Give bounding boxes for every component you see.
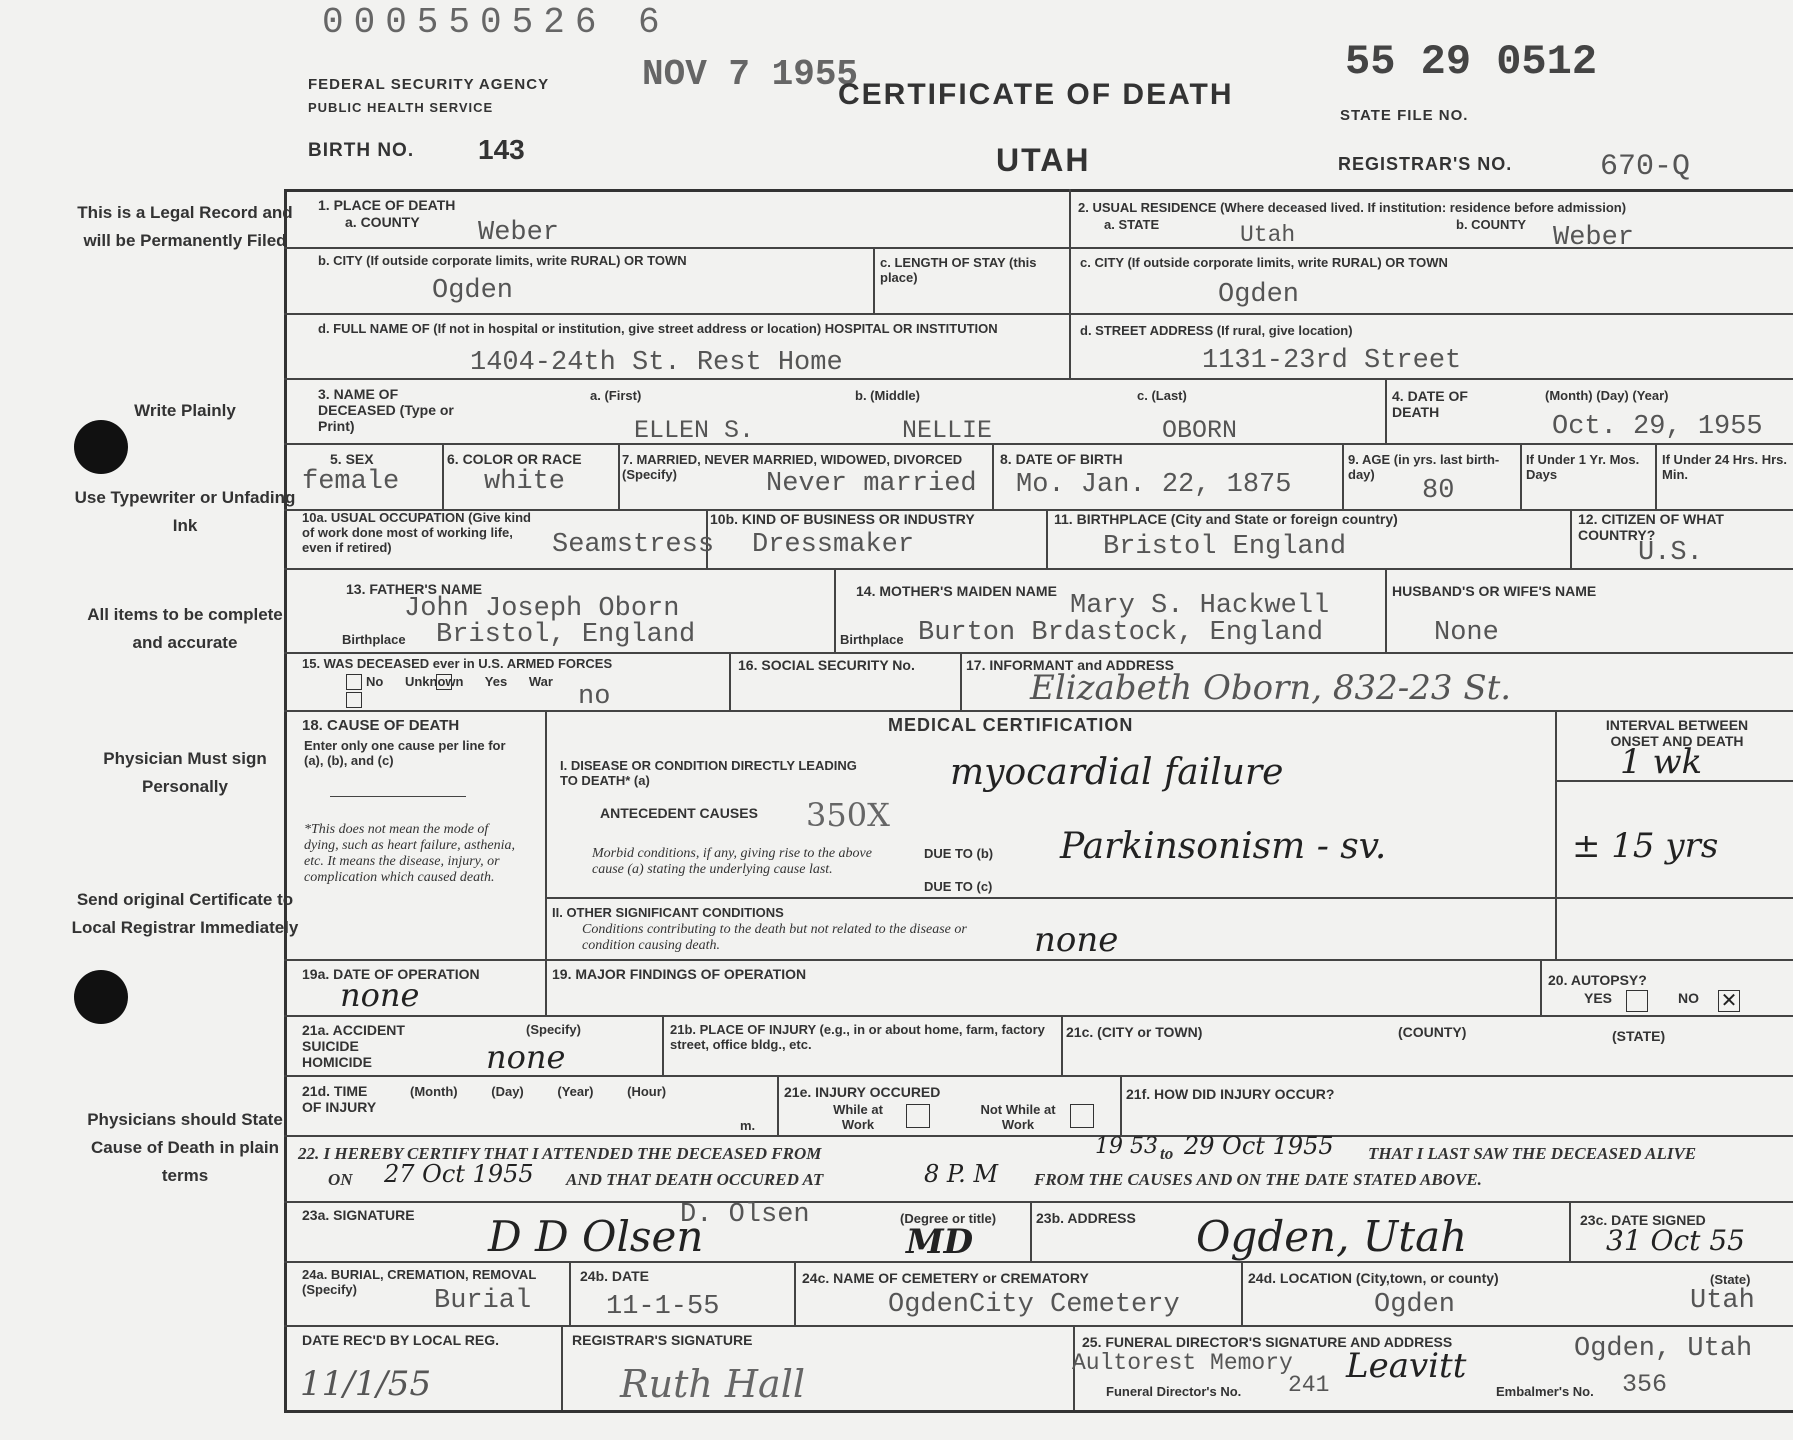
field-1a-label: a. COUNTY (345, 214, 420, 230)
field-2-label: 2. USUAL RESIDENCE (Where deceased lived. If institution: residence before admission) (1078, 200, 1627, 215)
accident-value: none (486, 1038, 566, 1076)
under-1-year-label: If Under 1 Yr. Mos. Days (1526, 452, 1640, 482)
field-2d-label: d. STREET ADDRESS (If rural, give location) (1080, 323, 1353, 338)
field-23c-label: 23c. DATE SIGNED (1580, 1212, 1706, 1228)
field-23b-label: 23b. ADDRESS (1036, 1210, 1136, 1226)
occupation-value: Seamstress (552, 530, 715, 560)
funeral-director-number-label: Funeral Director's No. (1106, 1384, 1242, 1399)
degree-value: MD (906, 1222, 974, 1262)
typewriter-note: Use Typewriter or Unfading Ink (74, 488, 296, 535)
registrar-signature: Ruth Hall (620, 1362, 806, 1406)
field-21a-label: 21a. ACCIDENT SUICIDE HOMICIDE (302, 1022, 405, 1070)
last-name-label: c. (Last) (1137, 388, 1187, 403)
field-20-label: 20. AUTOPSY? (1548, 972, 1647, 988)
field-8-label: 8. DATE OF BIRTH (1000, 451, 1123, 467)
city-value: Ogden (432, 276, 514, 306)
burial-date-value: 11-1-55 (606, 1292, 720, 1322)
state-small-label: (State) (1710, 1272, 1751, 1287)
agency-name: FEDERAL SECURITY AGENCY (308, 76, 550, 93)
last-name-value: OBORN (1162, 416, 1238, 445)
father-name-value: John Joseph Oborn (404, 594, 680, 624)
interval-b-value: ± 15 yrs (1572, 826, 1719, 866)
certify-text-2: THAT I LAST SAW THE DECEASED ALIVE (1368, 1144, 1697, 1163)
cemetery-value: OgdenCity Cemetery (888, 1290, 1180, 1320)
armed-no-checkbox (346, 674, 362, 690)
date-received-label: DATE REC'D BY LOCAL REG. (302, 1332, 500, 1348)
cause-b-value: Parkinsonism - sv. (1060, 826, 1387, 867)
field-6-label: 6. COLOR OR RACE (447, 451, 582, 467)
registrar-no-label: REGISTRAR'S NO. (1338, 154, 1513, 174)
on-label: ON (328, 1170, 353, 1189)
embalmer-number: 356 (1622, 1370, 1668, 1399)
time-columns-label: (Month) (Day) (Year) (Hour) (410, 1084, 667, 1099)
certify-text-3: AND THAT DEATH OCCURED AT (566, 1170, 824, 1189)
mother-birthplace-label: Birthplace (840, 632, 904, 647)
birth-number: 143 (478, 134, 525, 165)
cause-a-value: myocardial failure (950, 752, 1284, 793)
residence-county-value: Weber (1553, 223, 1635, 253)
residence-street-value: 1131-23rd Street (1202, 346, 1462, 376)
funeral-home-value: Aultorest Memory (1072, 1350, 1293, 1376)
physician-address-value: Ogden, Utah (1196, 1212, 1468, 1261)
field-16-label: 16. SOCIAL SECURITY No. (738, 657, 915, 673)
father-birthplace-label: Birthplace (342, 632, 406, 647)
autopsy-yes-checkbox (1626, 990, 1648, 1012)
not-while-at-work-checkbox (1070, 1104, 1094, 1128)
funeral-address-value: Ogden, Utah (1574, 1334, 1753, 1364)
write-plainly-note: Write Plainly (134, 401, 236, 420)
while-at-work-label: While at Work (833, 1102, 883, 1132)
other-conditions-note: Conditions contributing to the death but not related to the disease or condition causing death. (582, 922, 967, 953)
field-24c-label: 24c. NAME OF CEMETERY or CREMATORY (802, 1270, 1089, 1286)
father-birthplace-value: Bristol, England (436, 620, 696, 650)
state-heading: UTAH (996, 142, 1091, 178)
field-17-label: 17. INFORMANT and ADDRESS (966, 657, 1174, 673)
embalmer-number-label: Embalmer's No. (1496, 1384, 1594, 1399)
field-25-label: 25. FUNERAL DIRECTOR'S SIGNATURE AND ADDRESS (1082, 1334, 1453, 1350)
attended-from-value: 19 53 (1095, 1134, 1158, 1159)
date-received-stamp: NOV 7 1955 (642, 54, 859, 95)
birth-no-label: BIRTH NO. (308, 140, 415, 161)
state-file-number: 55 29 0512 (1345, 38, 1598, 86)
field-21d-label: 21d. TIME OF INJURY (302, 1083, 377, 1115)
field-21e-label: 21e. INJURY OCCURED (784, 1084, 941, 1100)
burial-city-value: Ogden (1374, 1290, 1456, 1320)
autopsy-no-checkbox: ✕ (1718, 990, 1740, 1012)
due-to-c-label: DUE TO (c) (924, 879, 993, 894)
field-9-label: 9. AGE (in yrs. last birth-day) (1348, 452, 1500, 482)
certify-text-4: FROM THE CAUSES AND ON THE DATE STATED ABOVE. (1034, 1170, 1482, 1189)
not-while-at-work-label: Not While at Work (980, 1102, 1056, 1132)
race-value: white (484, 467, 566, 497)
residence-city-value: Ogden (1218, 280, 1300, 310)
field-19a-label: 19a. DATE OF OPERATION (302, 966, 480, 982)
punch-hole (74, 420, 128, 474)
physician-sign-note: Physician Must sign Personally (103, 749, 267, 796)
field-24b-label: 24b. DATE (580, 1268, 649, 1284)
citizenship-value: U.S. (1638, 538, 1703, 568)
field-10a-label: 10a. USUAL OCCUPATION (Give kind of work done most of working life, even if retired) (302, 510, 531, 555)
attended-to-value: 29 Oct 1955 (1184, 1132, 1334, 1160)
middle-name-label: b. (Middle) (855, 388, 920, 403)
field-7-label: 7. MARRIED, NEVER MARRIED, WIDOWED, DIVORCED (Specify) (622, 452, 963, 482)
field-23a-label: 23a. SIGNATURE (302, 1207, 415, 1223)
antecedent-label: ANTECEDENT CAUSES (600, 805, 758, 821)
armed-forces-value: no (578, 682, 611, 712)
other-conditions-value: none (1034, 920, 1119, 960)
date-received-value: 11/1/55 (300, 1364, 432, 1404)
degree-label: (Degree or title) (900, 1211, 997, 1226)
state-column-label: (STATE) (1612, 1028, 1666, 1044)
last-seen-value: 27 Oct 1955 (384, 1160, 534, 1188)
first-name-value: ELLEN S. (634, 416, 755, 445)
residence-state-value: Utah (1240, 222, 1296, 248)
physician-typed-name: D. Olsen (680, 1200, 810, 1230)
first-name-label: a. (First) (590, 388, 642, 403)
field-15-label: 15. WAS DECEASED ever in U.S. ARMED FORCES (302, 656, 613, 671)
punch-hole (74, 970, 128, 1024)
am-pm-label: m. (740, 1118, 756, 1133)
autopsy-yes-label: YES (1584, 990, 1613, 1006)
registrar-number: 670-Q (1600, 150, 1691, 184)
morbid-note: Morbid conditions, if any, giving rise to the above cause (a) stating the underlying cause last. (592, 846, 872, 877)
field-1-label: 1. PLACE OF DEATH (318, 197, 456, 213)
operation-date-value: none (340, 976, 420, 1014)
field-2b-label: b. COUNTY (1456, 217, 1527, 232)
mother-name-value: Mary S. Hackwell (1070, 591, 1330, 621)
funeral-director-number: 241 (1288, 1372, 1330, 1398)
field-5-label: 5. SEX (330, 451, 374, 467)
send-original-note: Send original Certificate to Local Registrar Immediately (71, 890, 299, 937)
specify-label: (Specify) (526, 1022, 581, 1037)
field-21c-label: 21c. (CITY or TOWN) (1066, 1024, 1203, 1040)
field-3-label: 3. NAME OF DECEASED (Type or Print) (318, 386, 454, 434)
institution-value: 1404-24th St. Rest Home (470, 348, 843, 378)
spouse-value: None (1434, 618, 1499, 648)
field-2a-label: a. STATE (1104, 217, 1160, 232)
sex-value: female (302, 467, 400, 497)
marital-status-value: Never married (766, 469, 977, 499)
burial-value: Burial (434, 1286, 532, 1316)
complete-note: All items to be complete and accurate (87, 605, 283, 652)
field-19-label: 19. MAJOR FINDINGS OF OPERATION (552, 966, 807, 982)
county-value: Weber (478, 218, 560, 248)
field-18-footnote: *This does not mean the mode of dying, such as heart failure, asthenia, etc. It means the disease, injury, or complication which caused death. (304, 822, 516, 885)
field-18-note: Enter only one cause per line for (a), (b), and (c) (304, 738, 506, 768)
field-24d-label: 24d. LOCATION (City,town, or county) (1248, 1270, 1499, 1286)
field-21f-label: 21f. HOW DID INJURY OCCUR? (1126, 1086, 1335, 1102)
burial-state-value: Utah (1690, 1286, 1755, 1316)
field-21b-label: 21b. PLACE OF INJURY (e.g., in or about home, farm, factory street, office bldg., etc. (670, 1022, 1045, 1052)
age-value: 80 (1422, 476, 1455, 506)
field-1c-label: c. LENGTH OF STAY (this place) (880, 255, 1037, 285)
due-to-b-label: DUE TO (b) (924, 846, 994, 861)
field-14-label: 14. MOTHER'S MAIDEN NAME (856, 583, 1057, 599)
date-columns-label: (Month) (Day) (Year) (1545, 388, 1669, 403)
under-24-hours-label: If Under 24 Hrs. Hrs. Min. (1662, 452, 1787, 482)
other-conditions-label: II. OTHER SIGNIFICANT CONDITIONS (552, 905, 784, 920)
informant-signature: Elizabeth Oborn, 832-23 St. (1030, 668, 1512, 708)
certificate-title: CERTIFICATE OF DEATH (838, 78, 1234, 111)
disease-label: I. DISEASE OR CONDITION DIRECTLY LEADING TO DEATH* (a) (560, 758, 857, 788)
mother-birthplace-value: Burton Brdastock, England (918, 618, 1324, 648)
spouse-label: HUSBAND'S OR WIFE'S NAME (1392, 583, 1597, 599)
service-name: PUBLIC HEALTH SERVICE (308, 100, 494, 115)
serial-stamp: 000550526 6 (322, 2, 670, 43)
death-time-value: 8 P. M (924, 1160, 999, 1188)
armed-yes-checkbox (346, 692, 362, 708)
interval-a-value: 1 wk (1620, 742, 1703, 782)
code-mark: 350X (806, 796, 890, 834)
legal-record-note: This is a Legal Record and will be Permanently Filed (77, 203, 293, 250)
to-label: to (1160, 1144, 1174, 1163)
field-13-label: 13. FATHER'S NAME (346, 581, 483, 597)
certify-text-1: 22. I HEREBY CERTIFY THAT I ATTENDED THE DECEASED FROM (298, 1144, 822, 1163)
birthplace-value: Bristol England (1103, 532, 1347, 562)
while-at-work-checkbox (906, 1104, 930, 1128)
field-1d-label: d. FULL NAME OF (If not in hospital or institution, give street address or location) HOSPITAL OR INSTITUTION (318, 321, 998, 336)
field-10b-label: 10b. KIND OF BUSINESS OR INDUSTRY (710, 511, 975, 527)
date-signed-value: 31 Oct 55 (1606, 1224, 1745, 1257)
field-2c-label: c. CITY (If outside corporate limits, write RURAL) OR TOWN (1080, 255, 1448, 270)
field-18-label: 18. CAUSE OF DEATH (302, 717, 460, 734)
business-value: Dressmaker (752, 530, 915, 560)
county-column-label: (COUNTY) (1398, 1024, 1467, 1040)
interval-label: INTERVAL BETWEEN ONSET AND DEATH (1605, 717, 1749, 749)
middle-name-value: NELLIE (902, 416, 993, 445)
date-of-birth-value: Mo. Jan. 22, 1875 (1016, 470, 1292, 500)
medical-certification-heading: MEDICAL CERTIFICATION (888, 715, 1134, 735)
field-1b-label: b. CITY (If outside corporate limits, write RURAL) OR TOWN (318, 253, 687, 268)
field-24a-label: 24a. BURIAL, CREMATION, REMOVAL (Specify) (302, 1267, 537, 1297)
armed-options-label: No Unknown Yes War (366, 674, 553, 689)
field-4-label: 4. DATE OF DEATH (1392, 388, 1468, 420)
state-file-label: STATE FILE NO. (1340, 107, 1469, 124)
field-11-label: 11. BIRTHPLACE (City and State or foreign country) (1054, 511, 1398, 527)
registrar-signature-label: REGISTRAR'S SIGNATURE (572, 1332, 753, 1348)
funeral-director-signature: Leavitt (1346, 1346, 1467, 1386)
physician-signature: D D Olsen (488, 1212, 704, 1261)
date-of-death-value: Oct. 29, 1955 (1552, 412, 1763, 442)
state-cause-note: Physicians should State Cause of Death in plain terms (87, 1110, 283, 1185)
field-12-label: 12. CITIZEN OF WHAT COUNTRY? (1578, 511, 1724, 543)
autopsy-no-label: NO (1678, 990, 1699, 1006)
